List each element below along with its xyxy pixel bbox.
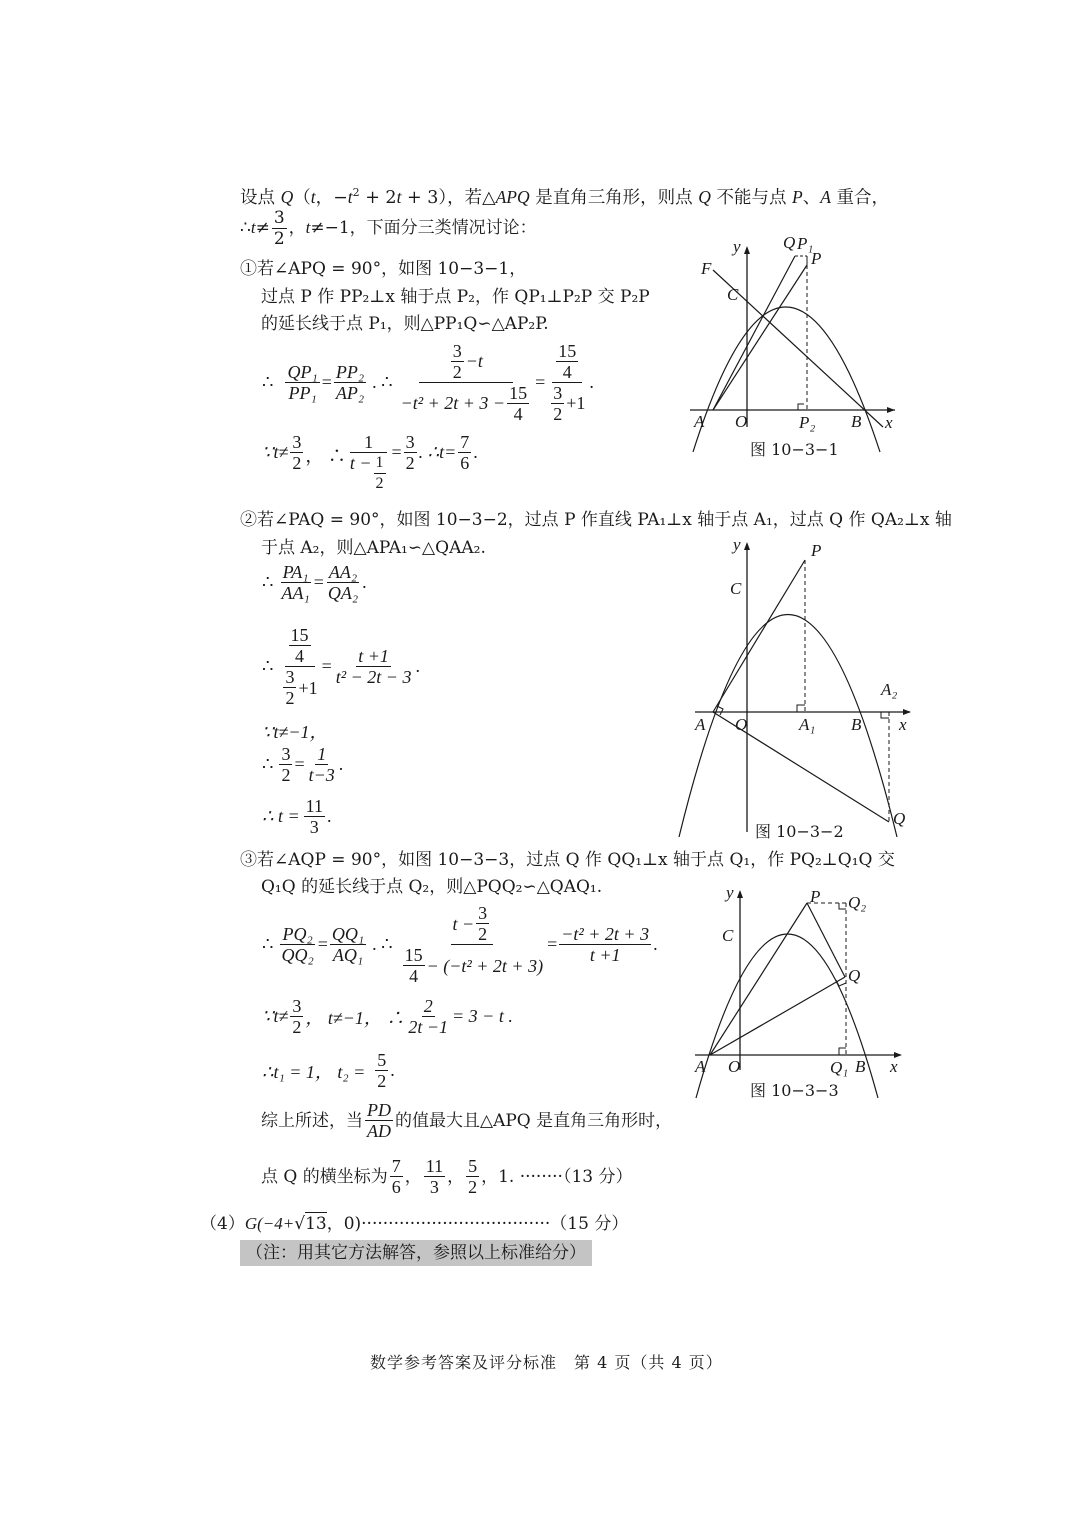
period: .: [653, 934, 658, 954]
denominator: 2: [405, 453, 415, 473]
text: ， ∴: [305, 446, 346, 466]
case3-line2: Q₁Q 的延长线于点 Q₂，则△PQQ₂∽△QAQ₁.: [261, 877, 603, 897]
text: 点 Q 的横坐标为: [261, 1166, 388, 1187]
intro-line-2: [240, 208, 537, 249]
fraction: [334, 362, 366, 403]
fraction: [375, 1050, 388, 1091]
denominator: t−3: [308, 765, 335, 785]
part4-line: [200, 1212, 628, 1235]
denominator: 4: [513, 403, 523, 424]
numerator: 15: [509, 382, 528, 403]
summary-line-1: [261, 1100, 672, 1141]
summary-line-2: [261, 1156, 632, 1197]
label-P2: P₂: [799, 413, 816, 432]
text: 是直角三角形，则点: [529, 188, 699, 208]
text: t −: [452, 913, 475, 934]
numerator: 11: [305, 796, 323, 816]
text: 综上所述，当: [261, 1110, 363, 1131]
separator: . ∴: [372, 371, 393, 392]
text: ，: [288, 218, 306, 238]
denominator: 2: [292, 453, 302, 473]
line-P-Q: [807, 903, 845, 977]
numerator: PQ₂: [282, 924, 313, 944]
text: ≠−1，下面分三类情况讨论：: [310, 218, 537, 238]
case1-line2: 过点 P 作 PP₂⊥x 轴于点 P₂，作 QP₁⊥P₂P 交 P₂P: [261, 287, 650, 307]
denominator: 2: [478, 924, 488, 944]
score-text: ，1. ········（13 分）: [481, 1166, 633, 1187]
numerator: t +1: [358, 646, 389, 666]
text: ∴t₁ = 1， t₂ =: [262, 1061, 366, 1082]
figure-10-3-3: [690, 880, 910, 1105]
denominator: PP₁: [288, 382, 317, 403]
fraction: [279, 562, 311, 603]
var: Q: [280, 187, 294, 207]
text: ≠: [255, 218, 270, 238]
equals: =: [535, 371, 546, 392]
label-P1: P₁: [797, 234, 814, 253]
right-angle-mark: [839, 903, 846, 909]
figure-caption: 图 10−3−2: [755, 822, 844, 841]
dot-leader: ···································: [361, 1213, 551, 1234]
numerator: PP₂: [335, 361, 365, 382]
denominator: [279, 667, 319, 708]
case3-equation-1: [262, 902, 658, 987]
fraction: [556, 341, 578, 382]
denominator: 2: [377, 1071, 387, 1091]
text: − (−t² + 2t + 3): [426, 955, 544, 976]
denominator: 4: [409, 966, 419, 986]
case2-equation-1: [262, 562, 367, 603]
numerator: 3: [281, 744, 291, 764]
var: t: [396, 187, 402, 207]
label-P: P: [811, 249, 822, 268]
denominator: 6: [391, 1177, 401, 1197]
label-A1: A₁: [799, 715, 816, 734]
fraction: [559, 924, 651, 965]
text: . ∴t=: [418, 442, 457, 462]
text: 、: [802, 188, 821, 208]
label-P: P: [811, 541, 822, 560]
label-C: C: [730, 579, 742, 598]
therefore-symbol: ∴: [262, 656, 274, 676]
var: t: [347, 187, 353, 207]
figure-10-3-3-diagram: [690, 880, 910, 1105]
numerator: QQ₁: [331, 924, 365, 944]
fraction: [451, 341, 464, 382]
numerator: 3: [452, 340, 462, 361]
figure-10-3-1-diagram: [685, 232, 910, 462]
equals: =: [547, 934, 558, 954]
fraction: [404, 432, 417, 473]
var: t: [305, 218, 311, 237]
compound-fraction: [399, 903, 545, 986]
denominator: 4: [295, 646, 305, 666]
case2-equation-5: [262, 796, 331, 837]
exponent: 2: [352, 186, 360, 199]
var: t: [310, 187, 316, 207]
label-x: x: [899, 715, 907, 734]
part-label: （4）: [200, 1213, 245, 1234]
denominator: t +1: [589, 945, 621, 965]
numerator: [285, 625, 315, 667]
fraction: [507, 383, 529, 424]
equals: =: [321, 371, 332, 392]
sqrt-radicand: 13: [305, 1214, 327, 1234]
fraction: [551, 383, 564, 424]
numerator: 7: [391, 1156, 401, 1176]
case2-title: ②若∠PAQ = 90°，如图 10−3−2，过点 P 作直线 PA₁⊥x 轴于点 A₁，过点 Q 作 QA₂⊥x 轴: [240, 510, 952, 530]
label-Q1: Q₁: [830, 1058, 849, 1077]
right-angle-mark: [839, 1048, 846, 1055]
because-text: ∵t≠: [262, 1006, 289, 1026]
text: （: [293, 188, 311, 208]
var: APQ: [495, 187, 530, 207]
label-O: O: [728, 1057, 741, 1076]
denominator: 4: [562, 361, 572, 382]
numerator: 1: [350, 432, 387, 453]
numerator: AA₂: [328, 562, 358, 582]
label-C: C: [727, 285, 739, 304]
fraction: [304, 796, 325, 837]
numerator: 15: [404, 945, 423, 965]
line-A-Q: [710, 977, 845, 1055]
text: ，: [404, 1166, 422, 1187]
numerator: PD: [367, 1100, 391, 1120]
fraction: [406, 996, 450, 1037]
label-P: P: [810, 887, 821, 906]
numerator: 5: [377, 1050, 387, 1070]
numerator: 3: [273, 208, 285, 228]
sqrt-symbol: √: [294, 1213, 306, 1234]
label-F: F: [701, 259, 712, 278]
text: t −: [349, 453, 372, 473]
fraction: [374, 453, 386, 494]
label-B: B: [855, 1057, 866, 1076]
figure-caption: 图 10−3−1: [750, 440, 839, 459]
parabola: [679, 615, 897, 838]
denominator: [547, 383, 587, 424]
fraction: [424, 1156, 445, 1197]
numerator: 3: [478, 903, 488, 923]
case3-equation-3: [262, 1050, 395, 1091]
case2-equation-3: ∵t≠−1，: [262, 722, 328, 742]
numerator: [552, 341, 582, 383]
denominator: QQ₂: [281, 945, 314, 965]
fraction: [283, 667, 296, 708]
label-O: O: [735, 412, 748, 431]
fraction: [279, 744, 292, 785]
case1-title: ①若∠APQ = 90°，如图 10−3−1，: [240, 259, 527, 279]
var: Q: [698, 187, 711, 207]
therefore-symbol: ∴: [262, 754, 274, 774]
y-axis-arrow: [737, 890, 743, 898]
y-axis-arrow: [744, 542, 750, 550]
label-x: x: [885, 413, 893, 432]
figure-10-3-1: [685, 232, 910, 462]
denominator: 2: [281, 765, 291, 785]
numerator: PA₁: [282, 562, 309, 582]
because-text: ∵t≠: [262, 442, 289, 462]
denominator: t² − 2t − 3: [335, 667, 412, 687]
fraction: [348, 432, 390, 494]
fraction: [272, 208, 287, 249]
text: −t² + 2t + 3 −: [400, 393, 506, 413]
case3-equation-2: [262, 996, 513, 1037]
line-A-P: [713, 560, 805, 712]
denominator: 6: [460, 453, 470, 473]
text: ，−: [315, 188, 348, 208]
period: .: [326, 806, 332, 826]
numerator: 15: [558, 340, 577, 361]
figure-10-3-2: [675, 532, 915, 842]
text: ，0): [326, 1213, 362, 1234]
score-text: （15 分）: [550, 1213, 629, 1234]
label-Q: Q: [783, 233, 796, 252]
figure-10-3-2-diagram: [675, 532, 915, 842]
numerator: 3: [292, 996, 302, 1016]
text: 重合，: [830, 188, 890, 208]
denominator: 2: [375, 475, 384, 492]
fraction: [290, 432, 303, 473]
label-y: y: [726, 883, 734, 902]
numerator: 5: [468, 1156, 478, 1176]
y-axis-arrow: [744, 246, 750, 254]
numerator: 3: [292, 432, 302, 452]
fraction: [326, 562, 360, 603]
intro-line-1: [240, 182, 889, 209]
label-y: y: [733, 237, 741, 256]
fraction: [390, 1156, 403, 1197]
right-angle-mark: [881, 712, 889, 718]
text: ∴ t =: [262, 806, 300, 826]
numerator: 7: [460, 432, 470, 452]
numerator: [419, 341, 513, 383]
numerator: 15: [290, 625, 309, 645]
denominator: 2: [285, 688, 295, 708]
fraction: [334, 646, 414, 687]
therefore-symbol: ∴: [262, 572, 274, 592]
label-x: x: [890, 1057, 898, 1076]
fraction: [365, 1100, 393, 1141]
period: .: [338, 754, 344, 774]
compound-fraction: [547, 341, 587, 424]
text: 的值最大且△APQ 是直角三角形时，: [395, 1110, 673, 1131]
case2-equation-2: [262, 625, 420, 708]
fraction: [290, 996, 303, 1037]
numerator: 3: [405, 432, 415, 452]
numerator: 11: [425, 1156, 444, 1176]
compound-fraction: [399, 341, 533, 424]
case1-equation-2: [262, 432, 478, 502]
period: .: [473, 442, 478, 462]
text: ，: [447, 1166, 465, 1187]
text: +1: [298, 677, 318, 698]
denominator: 3: [429, 1177, 439, 1197]
therefore-symbol: ∴: [240, 218, 251, 238]
therefore-symbol: ∴: [262, 934, 274, 954]
denominator: AQ₁: [332, 945, 364, 965]
case2-line2: 于点 A₂，则△APA₁∽△QAA₂.: [261, 538, 486, 558]
right-angle-mark: [797, 705, 805, 712]
text: −t: [465, 351, 483, 371]
denominator: 3: [309, 817, 319, 837]
numerator: 1: [374, 453, 386, 474]
equals: =: [313, 572, 324, 592]
numerator: −t² + 2t + 3: [561, 924, 650, 944]
figure-caption: 图 10−3−3: [750, 1081, 839, 1100]
fraction: [476, 903, 489, 944]
var: A: [820, 187, 831, 207]
text: 不能与点: [710, 188, 793, 208]
denominator: QA₂: [327, 583, 359, 603]
denominator: 2: [292, 1017, 302, 1037]
note-banner: （注：用其它方法解答，参照以上标准给分）: [240, 1240, 592, 1266]
text: + 2: [359, 188, 397, 208]
text: ， t≠−1， ∴: [305, 1007, 405, 1028]
denominator: [399, 383, 533, 424]
text: = 3 − t .: [452, 1006, 513, 1026]
denominator: 2: [553, 403, 563, 424]
line-A-Q: [713, 256, 795, 410]
parabola: [696, 934, 878, 1098]
denominator: [399, 945, 545, 986]
denominator: AA₁: [281, 583, 310, 603]
fraction: [330, 924, 366, 965]
period: .: [362, 572, 367, 592]
text: G(−4+: [244, 1213, 295, 1233]
var: P: [792, 187, 803, 207]
fraction: [289, 625, 311, 666]
case1-line3: 的延长线于点 P₁，则△PP₁Q∽△AP₂P.: [261, 314, 549, 334]
var: t: [250, 218, 256, 237]
therefore-symbol: ∴: [262, 371, 274, 392]
label-A: A: [695, 1057, 706, 1076]
right-angle-mark: [798, 404, 804, 410]
label-Q2: Q₂: [848, 893, 867, 912]
fraction: [285, 362, 319, 403]
label-A2: A₂: [881, 680, 898, 699]
page-footer: 数学参考答案及评分标准 第 4 页（共 4 页）: [370, 1353, 723, 1372]
case3-title: ③若∠AQP = 90°，如图 10−3−3，过点 Q 作 QQ₁⊥x 轴于点 Q₁，作 PQ₂⊥Q₁Q 交: [240, 850, 895, 870]
case2-equation-4: [262, 744, 343, 785]
fraction: [403, 945, 425, 986]
denominator: 2: [273, 229, 285, 249]
equals: =: [294, 754, 305, 774]
fraction: [307, 744, 337, 785]
denominator: AP₂: [335, 382, 365, 403]
label-Q: Q: [848, 966, 861, 985]
equals: =: [391, 442, 402, 462]
denominator: 2: [452, 361, 462, 382]
fraction: [458, 432, 471, 473]
text: + 3），若△: [401, 188, 496, 208]
text: +1: [566, 393, 586, 413]
numerator: 3: [553, 382, 563, 403]
period: .: [589, 371, 594, 392]
denominator: 2t −1: [408, 1017, 449, 1037]
denominator: 2: [468, 1177, 478, 1197]
numerator: 3: [285, 667, 295, 687]
label-B: B: [851, 412, 862, 431]
equals: =: [317, 934, 328, 954]
label-A: A: [694, 412, 705, 431]
separator: . ∴: [372, 934, 393, 954]
fraction: [279, 924, 315, 965]
case1-equation-1: [262, 342, 594, 422]
numerator: 1: [317, 744, 327, 764]
numerator: QP₁: [287, 361, 318, 382]
text: 设点: [240, 188, 281, 208]
denominator: [348, 453, 390, 494]
line-F-B: [713, 270, 883, 427]
label-A: A: [695, 715, 706, 734]
label-C: C: [722, 926, 734, 945]
label-Q: Q: [893, 809, 906, 828]
equals: =: [321, 656, 332, 676]
numerator: [451, 903, 494, 945]
compound-fraction: [279, 625, 319, 708]
label-O: O: [735, 715, 748, 734]
label-y: y: [733, 535, 741, 554]
denominator: AD: [367, 1121, 391, 1141]
period: .: [415, 656, 420, 676]
numerator: 2: [423, 996, 433, 1016]
period: .: [390, 1060, 395, 1080]
fraction: [466, 1156, 479, 1197]
label-B: B: [851, 715, 862, 734]
